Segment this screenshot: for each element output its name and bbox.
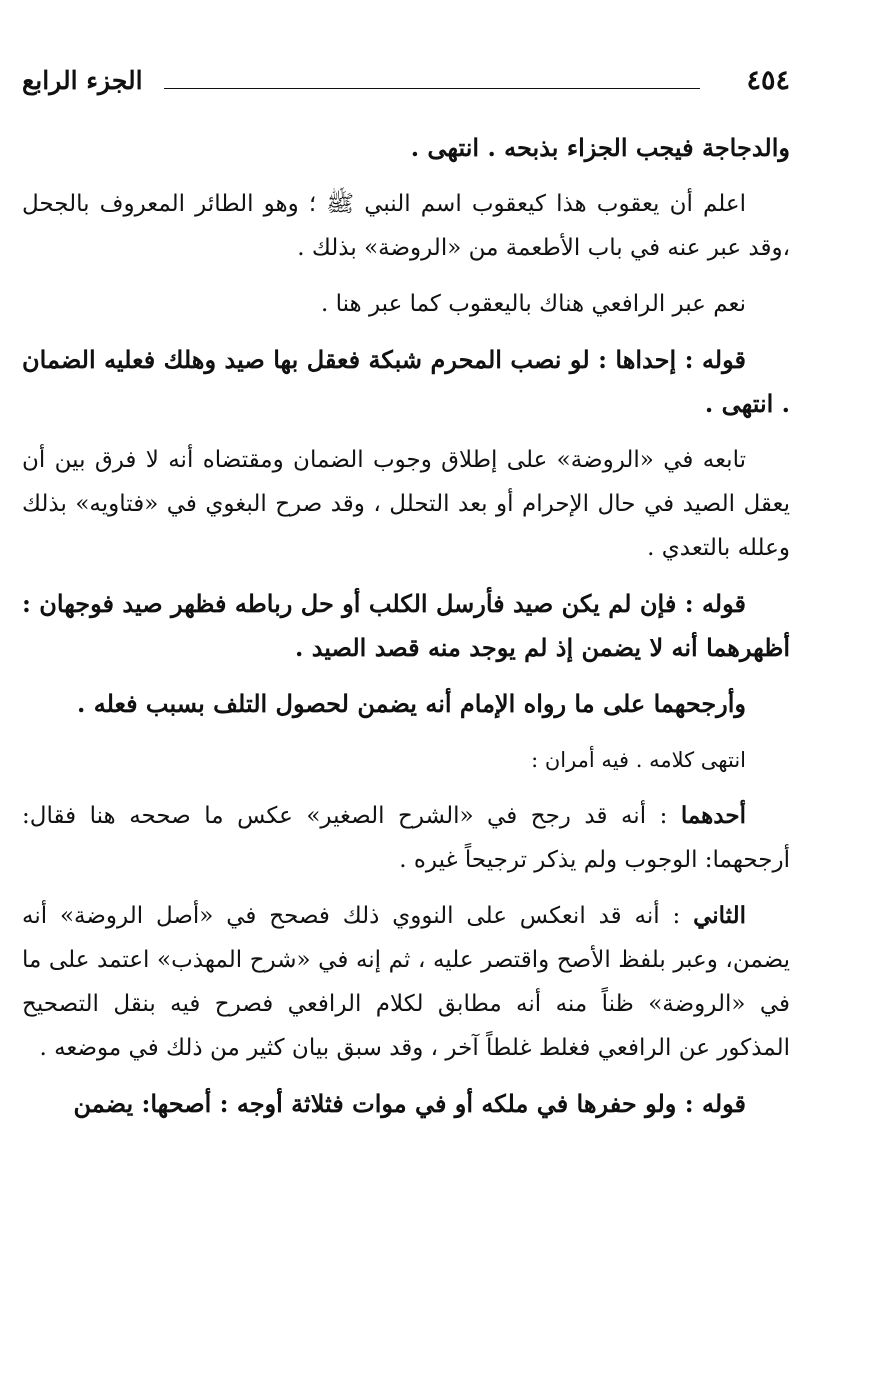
- paragraph: قوله : فإن لم يكن صيد فأرسل الكلب أو حل رباطه فظهر صيد فوجهان : أظهرهما أنه لا يضمن إذ لم يوجد منه قصد الصيد .: [22, 589, 790, 662]
- paragraph-body: : أنه قد رجح في «الشرح الصغير» عكس ما صححه هنا فقال: أرجحهما: الوجوب ولم يذكر ترجيحاً غيره .: [22, 803, 790, 873]
- paragraph: [22, 894, 790, 1070]
- paragraph: تابعه في «الروضة» على إطلاق وجوب الضمان ومقتضاه أنه لا فرق بين أن يعقل الصيد في حال الإحرام أو بعد التحلل ، وقد صرح البغوي في «فتاويه» بذلك وعلله بالتعدي .: [22, 447, 790, 561]
- paragraph: وأرجحهما على ما رواه الإمام أنه يضمن لحصول التلف بسبب فعله .: [76, 689, 746, 718]
- paragraph: قوله : إحداها : لو نصب المحرم شبكة فعقل بها صيد وهلك فعليه الضمان . انتهى .: [22, 345, 790, 418]
- paragraph: والدجاجة فيجب الجزاء بذبحه . انتهى .: [410, 133, 790, 162]
- body-text: [22, 126, 790, 1138]
- paragraph: [22, 794, 790, 882]
- page-header: [22, 62, 790, 102]
- page-number: ٤٥٤: [746, 65, 790, 96]
- running-title: الجزء الرابع: [22, 66, 143, 95]
- paragraph: قوله : ولو حفرها في ملكه أو في موات فثلاثة أوجه : أصحها: يضمن: [73, 1089, 746, 1118]
- paragraph: انتهى كلامه . فيه أمران :: [531, 748, 746, 772]
- paragraph-lead: أحدهما: [680, 802, 746, 829]
- paragraph: نعم عبر الرافعي هناك باليعقوب كما عبر هنا .: [320, 291, 746, 317]
- paragraph: اعلم أن يعقوب هذا كيعقوب اسم النبي ﷺ ؛ وهو الطائر المعروف بالجحل ،وقد عبر عنه في باب الأطعمة من «الروضة» بذلك .: [22, 191, 790, 261]
- header-rule: [164, 88, 700, 89]
- paragraph-body: : أنه قد انعكس على النووي ذلك فصحح في «أصل الروضة» أنه يضمن، وعبر بلفظ الأصح واقتصر عليه ، ثم إنه في «شرح المهذب» اعتمد على ما في «الروضة» ظناً منه أنه مطابق لكلام الرافعي فصرح فيه بنقل التصحيح المذكور عن الرافعي فغلط غلطاً آخر ، وقد سبق بيان كثير من ذلك في موضعه .: [22, 903, 790, 1061]
- paragraph-lead: الثاني: [693, 902, 746, 929]
